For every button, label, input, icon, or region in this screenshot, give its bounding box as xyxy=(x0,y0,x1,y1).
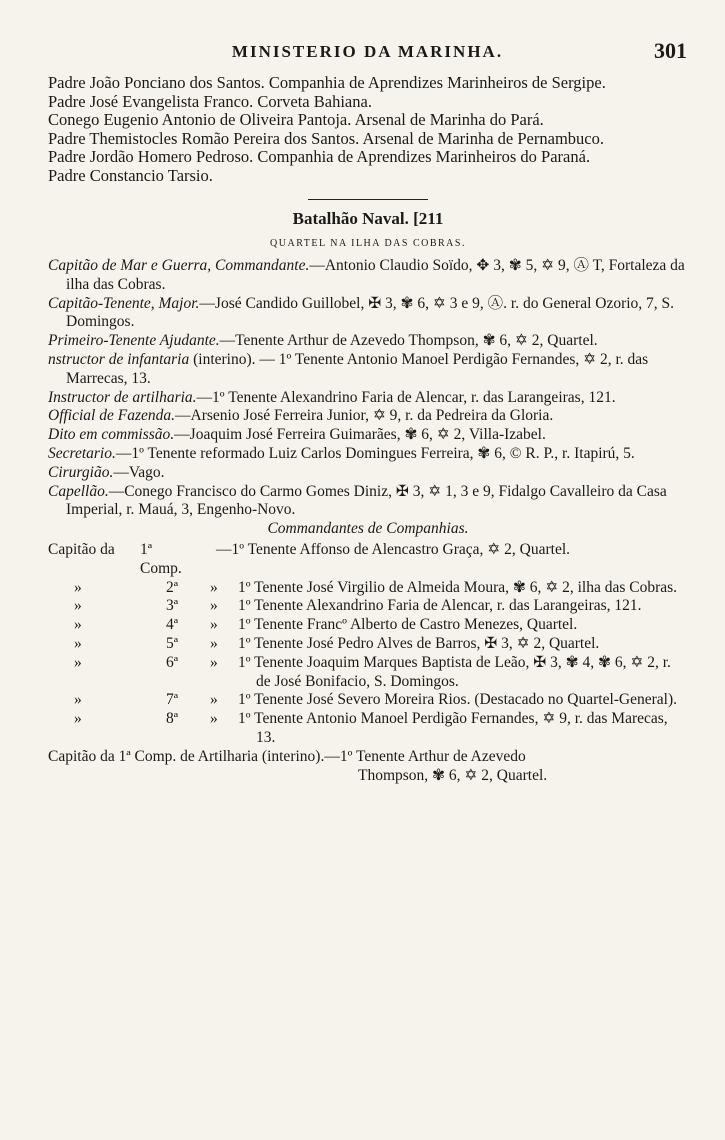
page-header xyxy=(48,38,687,68)
company-commander: —1º Tenente Affonso de Alencastro Graça, ✡ 2, Quartel. xyxy=(216,540,571,558)
table-row xyxy=(48,579,688,598)
list-item xyxy=(48,332,688,351)
company-commander: 1º Tenente Joaquim Marques Baptista de Leão, ✠ 3, ✾ 4, ✾ 6, ✡ 2, r. de José Bonifacio, S. Domingos. xyxy=(238,653,671,690)
running-title: MINISTERIO DA MARINHA. xyxy=(231,42,504,61)
officer-role: Secretario. xyxy=(48,444,116,462)
company-prefix: Capitão da xyxy=(48,540,115,558)
company-commander: 1º Tenente José Virgilio de Almeida Moura, ✾ 6, ✡ 2, ilha das Cobras. xyxy=(238,578,678,596)
list-item xyxy=(48,257,688,295)
table-row xyxy=(48,616,688,635)
list-item: Padre João Ponciano dos Santos. Companhia de Aprendizes Marinheiros de Sergipe. xyxy=(48,73,606,92)
officer-text: —José Candido Guillobel, ✠ 3, ✾ 6, ✡ 3 e 9, Ⓐ. r. do General Ozorio, 7, S. Domingos. xyxy=(66,294,675,331)
officer-text: —Joaquim José Ferreira Guimarães, ✾ 6, ✡ 2, Villa-Izabel. xyxy=(174,426,546,444)
company-number: 7ª xyxy=(166,691,179,709)
company-ditto: » xyxy=(210,653,218,671)
officer-text: —1º Tenente Alexandrino Faria de Alencar, r. das Larangeiras, 121. xyxy=(196,388,616,406)
company-prefix: » xyxy=(74,653,82,671)
companies-heading: Commandantes de Companhias. xyxy=(267,520,469,538)
section-title: Batalhão Naval. [211 xyxy=(292,209,444,228)
list-item: Padre Constancio Tarsio. xyxy=(48,165,213,185)
artillery-line-continued: Thompson, ✾ 6, ✡ 2, Quartel. xyxy=(358,766,548,784)
list-item: Conego Eugenio Antonio de Oliveira Pantoja. Arsenal de Marinha do Pará. xyxy=(48,110,544,129)
company-ditto: » xyxy=(210,710,218,728)
company-prefix: » xyxy=(74,710,82,728)
company-number: 4ª xyxy=(166,616,179,634)
officer-role: Cirurgião. xyxy=(48,463,114,481)
list-item xyxy=(48,351,688,389)
table-row xyxy=(48,541,688,579)
list-item xyxy=(48,464,688,483)
officer-text: —Conego Francisco do Carmo Gomes Diniz, ✠ 3, ✡ 1, 3 e 9, Fidalgo Cavalleiro da Casa Imperial, r. Mauá, 3, Engenho-Novo. xyxy=(66,482,667,519)
company-commander: 1º Tenente Antonio Manoel Perdigão Fernandes, ✡ 9, r. das Marecas, 13. xyxy=(238,710,668,746)
company-commander: 1º Tenente José Severo Moreira Rios. (Destacado no Quartel-General). xyxy=(238,691,678,709)
officer-role: Official de Fazenda. xyxy=(48,407,175,425)
company-number: 5ª xyxy=(166,634,179,652)
officer-text: (interino). — 1º Tenente Antonio Manoel Perdigão Fernandes, ✡ 2, r. das Marrecas, 13. xyxy=(66,350,649,387)
list-item xyxy=(48,426,688,445)
chaplain-list xyxy=(48,74,688,185)
officer-text: —Arsenio José Ferreira Junior, ✡ 9, r. da Pedreira da Gloria. xyxy=(175,407,554,425)
company-prefix: » xyxy=(74,597,82,615)
company-commander: 1º Tenente Alexandrino Faria de Alencar, r. das Larangeiras, 121. xyxy=(238,597,642,615)
list-item: Padre José Evangelista Franco. Corveta Bahiana. xyxy=(48,91,372,111)
section-divider xyxy=(308,199,428,200)
section-subtitle: QUARTEL NA ILHA DAS COBRAS. xyxy=(270,237,466,249)
list-item xyxy=(48,445,688,464)
officer-role: Capitão de Mar e Guerra, Commandante. xyxy=(48,257,310,274)
company-number: 1ª Comp. xyxy=(140,540,182,577)
officer-role: nstructor de infantaria xyxy=(48,350,190,368)
company-number: 8ª xyxy=(166,710,179,728)
officer-role: Primeiro-Tenente Ajudante. xyxy=(48,332,220,350)
page-body xyxy=(48,74,688,785)
company-prefix: » xyxy=(74,691,82,709)
officer-role: Instructor de artilharia. xyxy=(48,388,197,406)
company-ditto: » xyxy=(210,616,218,634)
officer-text: —1º Tenente reformado Luiz Carlos Domingues Ferreira, ✾ 6, © R. P., r. Itapirú, 5. xyxy=(115,444,635,462)
officer-role: Capitão-Tenente, Major. xyxy=(48,294,200,312)
officer-text: —Vago. xyxy=(113,463,165,481)
list-item xyxy=(48,407,688,426)
company-commander: 1º Tenente Francº Alberto de Castro Menezes, Quartel. xyxy=(238,616,578,634)
list-item xyxy=(48,483,688,521)
company-ditto: » xyxy=(210,691,218,709)
list-item xyxy=(48,295,688,333)
company-ditto: » xyxy=(210,597,218,615)
company-ditto: » xyxy=(210,634,218,652)
company-number: 6ª xyxy=(166,653,179,671)
table-row xyxy=(48,691,688,710)
table-row xyxy=(48,597,688,616)
officer-role: Dito em commissão. xyxy=(48,426,175,444)
list-item xyxy=(48,389,688,408)
table-row xyxy=(48,654,688,692)
company-ditto: » xyxy=(210,578,218,596)
list-item: Padre Jordão Homero Pedroso. Companhia de Aprendizes Marinheiros do Paraná. xyxy=(48,147,591,166)
company-number: 3ª xyxy=(166,597,179,615)
artillery-line: Capitão da 1ª Comp. de Artilharia (interino).—1º Tenente Arthur de Azevedo xyxy=(48,747,526,765)
officer-text: —Antonio Claudio Soïdo, ✥ 3, ✾ 5, ✡ 9, Ⓐ T, Fortaleza da ilha das Cobras. xyxy=(66,257,685,293)
table-row xyxy=(48,710,688,748)
company-prefix: » xyxy=(74,634,82,652)
officer-text: —Tenente Arthur de Azevedo Thompson, ✾ 6, ✡ 2, Quartel. xyxy=(219,332,598,350)
company-prefix: » xyxy=(74,578,82,596)
page-number: 301 xyxy=(654,38,687,63)
list-item: Padre Themistocles Romão Pereira dos Santos. Arsenal de Marinha de Pernambuco. xyxy=(48,128,604,148)
company-commander: 1º Tenente José Pedro Alves de Barros, ✠ 3, ✡ 2, Quartel. xyxy=(238,634,600,652)
company-prefix: » xyxy=(74,616,82,634)
officer-role: Capellão. xyxy=(48,482,109,500)
company-ditto xyxy=(184,541,212,579)
table-row xyxy=(48,635,688,654)
company-number: 2ª xyxy=(166,578,179,596)
officer-list xyxy=(48,257,688,785)
artillery-entry xyxy=(48,748,688,786)
